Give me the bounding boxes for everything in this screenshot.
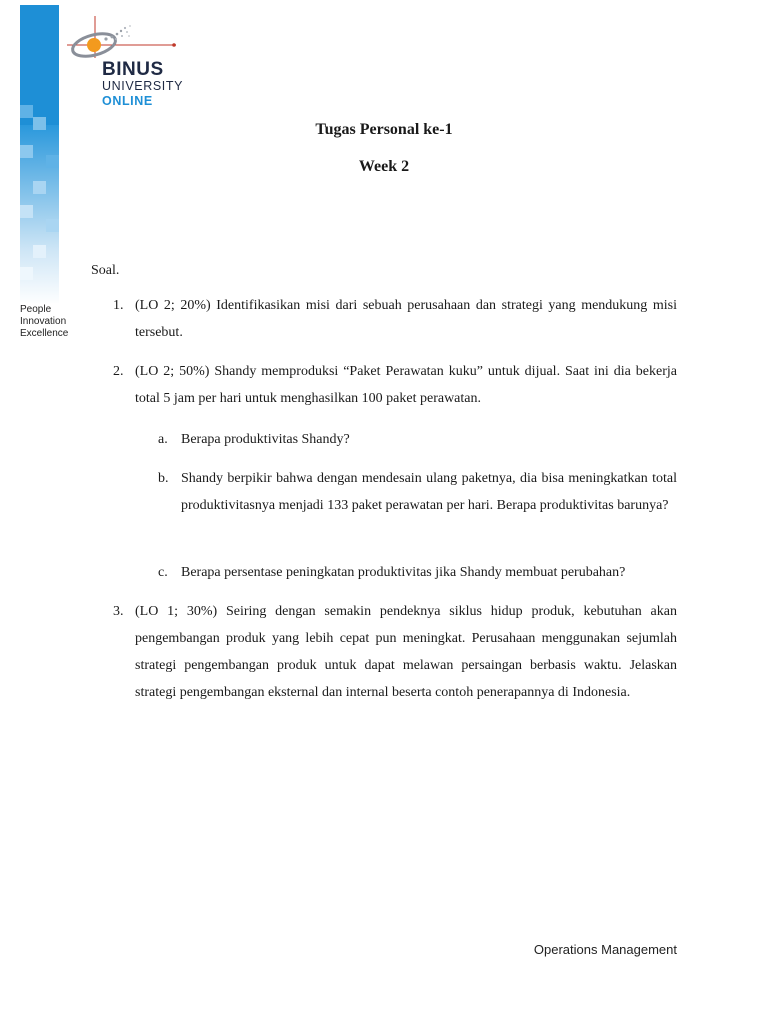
question-3-text: (LO 1; 30%) Seiring dengan semakin pendeknya siklus hidup produk, kebutuhan akan pengembangan produk yang lebih cepat pun meningkat. Perusahaan menggunakan sejumlah strategi pengembangan produk untuk dapat melawan persaingan berbasis waktu. Jelaskan strategi pengembangan eksternal dan internal beserta contoh penerapannya di Indonesia. xyxy=(135,604,677,700)
footer-course: Operations Management xyxy=(533,942,677,957)
logo-mark-icon xyxy=(64,12,194,60)
intro-label: Soal. xyxy=(91,263,120,278)
document-title: Tugas Personal ke-1 xyxy=(315,121,453,138)
question-2c-text: Berapa persentase peningkatan produktivitas jika Shandy membuat perubahan? xyxy=(181,565,626,580)
question-2b-text: Shandy berpikir bahwa dengan mendesain ulang paketnya, dia bisa meningkatkan total produktivitasnya menjadi 133 paket perawatan per hari. Berapa produktivitas barunya? xyxy=(181,471,677,513)
question-1-number: 1. xyxy=(113,298,124,313)
question-2-text: (LO 2; 50%) Shandy memproduksi “Paket Perawatan kuku” untuk dijual. Saat ini dia bekerja total 5 jam per hari untuk menghasilkan 100 paket perawatan. xyxy=(135,364,677,406)
week-label: Week 2 xyxy=(358,158,410,175)
logo-online-text: ONLINE xyxy=(102,94,153,108)
sidebar-pattern xyxy=(20,5,59,303)
logo-university-text: UNIVERSITY xyxy=(102,79,184,93)
question-2b-letter: b. xyxy=(158,471,169,486)
tagline-line-2: Innovation xyxy=(20,316,67,327)
logo-binus-text: BINUS xyxy=(102,59,164,80)
question-2a-letter: a. xyxy=(158,432,168,447)
binus-logo xyxy=(64,12,194,112)
tagline xyxy=(20,304,68,340)
question-2c-letter: c. xyxy=(158,565,168,580)
question-2-number: 2. xyxy=(113,364,124,379)
question-3-number: 3. xyxy=(113,604,124,619)
tagline-line-3: Excellence xyxy=(20,328,69,339)
tagline-line-1: People xyxy=(20,304,52,315)
question-1-text: (LO 2; 20%) Identifikasikan misi dari sebuah perusahaan dan strategi yang mendukung misi tersebut. xyxy=(135,298,677,340)
question-2a-text: Berapa produktivitas Shandy? xyxy=(181,432,350,447)
